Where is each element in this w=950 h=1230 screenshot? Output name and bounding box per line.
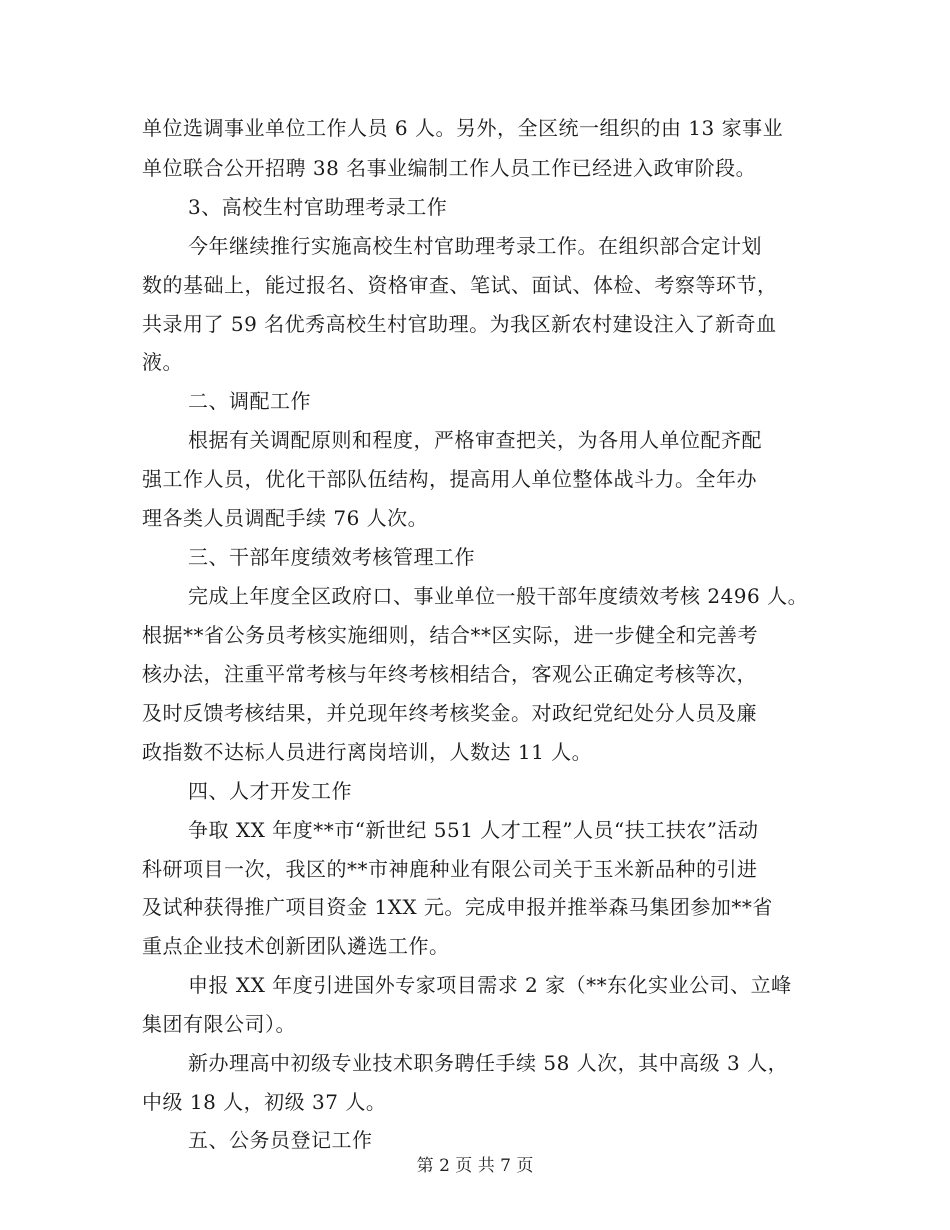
body-line: 及时反馈考核结果，并兑现年终考核奖金。对政纪党纪处分人员及廉 [142, 701, 757, 725]
body-line: 争取 XX 年度**市“新世纪 551 人才工程”人员“扶工扶农”活动 [188, 818, 759, 842]
body-line: 及试种获得推广项目资金 1XX 元。完成申报并推举森马集团参加**省 [142, 895, 773, 919]
body-line: 政指数不达标人员进行离岗培训，人数达 11 人。 [142, 740, 593, 764]
body-line: 数的基础上，能过报名、资格审查、笔试、面试、体检、考察等环节， [142, 273, 778, 297]
body-line: 根据**省公务员考核实施细则，结合**区实际，进一步健全和完善考 [142, 623, 758, 647]
body-line: 强工作人员，优化干部队伍结构，提高用人单位整体战斗力。全年办 [142, 467, 757, 491]
body-line: 核办法，注重平常考核与年终考核相结合，客观公正确定考核等次， [142, 662, 757, 686]
section-heading: 二、调配工作 [188, 389, 311, 413]
section-heading: 四、人才开发工作 [188, 779, 352, 803]
body-line: 根据有关调配原则和程度，严格审查把关，为各用人单位配齐配 [188, 428, 762, 452]
body-line: 重点企业技术创新团队遴选工作。 [142, 934, 450, 958]
subsection-heading: 3、高校生村官助理考录工作 [188, 195, 448, 219]
body-line: 共录用了 59 名优秀高校生村官助理。为我区新农村建设注入了新奇血 [142, 312, 777, 336]
body-line: 新办理高中初级专业技术职务聘任手续 58 人次，其中高级 3 人， [188, 1051, 789, 1075]
page-number: 第 2 页 共 7 页 [416, 1156, 534, 1176]
body-line: 中级 18 人，初级 37 人。 [142, 1090, 387, 1114]
body-line: 今年继续推行实施高校生村官助理考录工作。在组织部合定计划 [188, 234, 762, 258]
section-heading: 三、干部年度绩效考核管理工作 [188, 545, 475, 569]
body-line: 科研项目一次，我区的**市神鹿种业有限公司关于玉米新品种的引进 [142, 857, 758, 881]
body-line: 理各类人员调配手续 76 人次。 [142, 506, 429, 530]
body-line: 集团有限公司）。 [142, 1012, 296, 1036]
body-line: 液。 [142, 350, 183, 374]
body-line: 申报 XX 年度引进国外专家项目需求 2 家（**东化实业公司、立峰 [188, 973, 792, 997]
body-line: 完成上年度全区政府口、事业单位一般干部年度绩效考核 2496 人。 [188, 584, 809, 608]
body-line: 单位选调事业单位工作人员 6 人。另外，全区统一组织的由 13 家事业 [142, 116, 784, 140]
section-heading: 五、公务员登记工作 [188, 1128, 373, 1152]
body-line: 单位联合公开招聘 38 名事业编制工作人员工作已经进入政审阶段。 [142, 156, 757, 180]
